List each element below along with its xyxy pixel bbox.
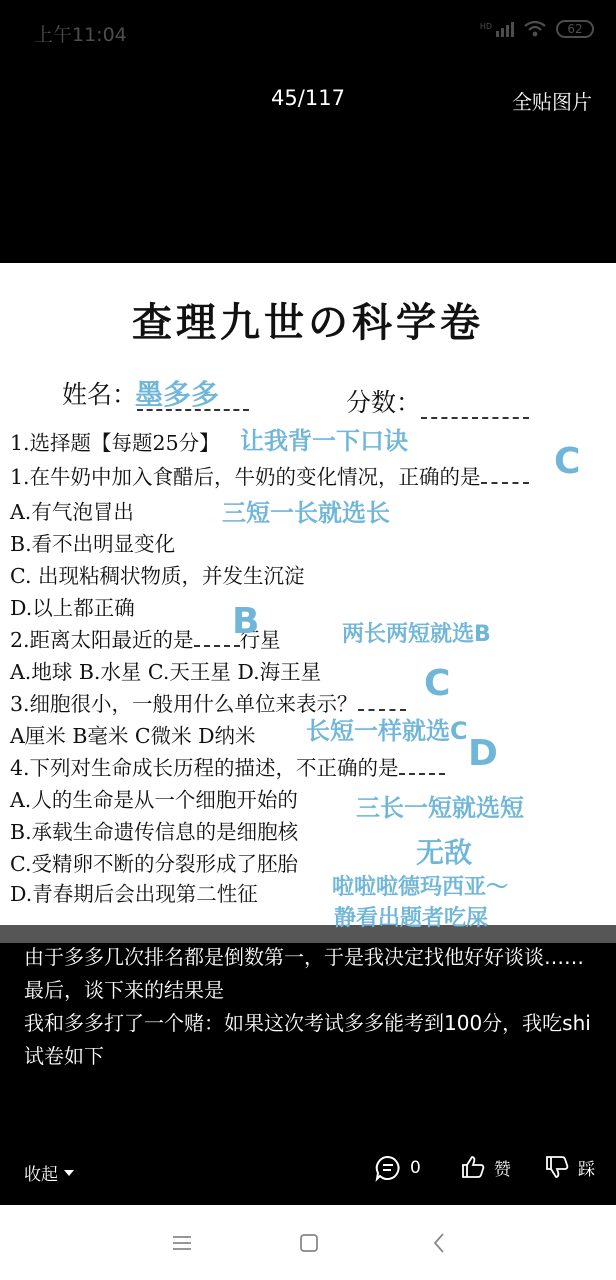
view-all-images-button[interactable]: 全贴图片 bbox=[512, 90, 592, 114]
question-2-suffix: 行星 bbox=[239, 628, 281, 652]
status-time: 上午11:04 bbox=[34, 24, 127, 46]
caption-line: 我和多多打了一个赌：如果这次考试多多能考到100分，我吃shi bbox=[24, 1011, 591, 1035]
viewer-top-bar bbox=[0, 64, 616, 134]
like-button[interactable] bbox=[460, 1154, 511, 1180]
question-3-options: A厘米 B毫米 C微米 D纳米 bbox=[10, 724, 256, 748]
page-counter: 45/117 bbox=[271, 86, 345, 110]
post-caption[interactable] bbox=[24, 941, 594, 1121]
question-4-option-d: D.青春期后会出现第二性征 bbox=[10, 882, 258, 906]
section-header: 1.选择题【每题25分】 bbox=[10, 431, 220, 455]
comment-count: 0 bbox=[410, 1158, 421, 1178]
note-equal-length: 长短一样就选C bbox=[306, 717, 468, 745]
status-icons bbox=[480, 20, 594, 38]
question-2-text: 2.距离太阳最近的是 bbox=[10, 628, 194, 652]
dislike-label: 踩 bbox=[578, 1159, 595, 1180]
collapse-button[interactable] bbox=[24, 1160, 74, 1185]
question-4 bbox=[10, 751, 445, 781]
question-4-option-a: A.人的生命是从一个细胞开始的 bbox=[10, 788, 298, 812]
note-three-short: 三短一长就选长 bbox=[222, 499, 390, 527]
caret-down-icon bbox=[64, 1169, 74, 1177]
name-field bbox=[62, 375, 249, 411]
caption-line: 最后，谈下来的结果是 bbox=[24, 978, 224, 1002]
back-chevron-icon bbox=[432, 1232, 446, 1254]
question-4-text: 4.下列对生命成长历程的描述，不正确的是 bbox=[10, 756, 399, 780]
home-button[interactable] bbox=[293, 1227, 325, 1259]
comment-button[interactable] bbox=[374, 1154, 421, 1182]
score-field bbox=[346, 383, 529, 419]
question-1-option-b: B.看不出明显变化 bbox=[10, 532, 176, 556]
home-square-icon bbox=[299, 1233, 319, 1253]
signal-icon bbox=[480, 22, 514, 37]
name-value: 墨多多 bbox=[135, 378, 220, 411]
system-nav-bar bbox=[0, 1205, 616, 1280]
note-watch-examiner: 静看出题者吃屎 bbox=[334, 906, 489, 931]
like-label: 赞 bbox=[494, 1159, 511, 1180]
exam-paper-image[interactable] bbox=[0, 263, 616, 925]
battery-icon: 62 bbox=[556, 20, 594, 38]
question-4-option-c: C.受精卵不断的分裂形成了胚胎 bbox=[10, 852, 298, 876]
status-bar bbox=[0, 0, 616, 64]
note-recite: 让我背一下口诀 bbox=[240, 427, 408, 455]
question-2-options: A.地球 B.水星 C.天王星 D.海王星 bbox=[10, 660, 322, 684]
note-demacia: 啦啦啦德玛西亚～ bbox=[332, 875, 509, 900]
name-label: 姓名： bbox=[62, 380, 138, 409]
question-3-answer: C bbox=[424, 663, 451, 704]
score-label: 分数： bbox=[346, 388, 422, 417]
question-1-answer: C bbox=[554, 441, 581, 482]
question-4-answer: D bbox=[468, 733, 498, 774]
caption-line: 由于多多几次排名都是倒数第一，于是我决定找他好好谈谈…… bbox=[24, 945, 584, 969]
paper-title: 查理九世の科学卷 bbox=[132, 299, 484, 346]
note-two-long: 两长两短就选B bbox=[342, 622, 491, 647]
comment-icon bbox=[374, 1154, 402, 1182]
thumbs-up-icon bbox=[460, 1154, 486, 1180]
back-button[interactable] bbox=[423, 1227, 455, 1259]
note-invincible: 无敌 bbox=[416, 836, 473, 869]
question-1 bbox=[10, 460, 529, 490]
action-bar bbox=[0, 1150, 616, 1194]
question-1-option-c: C. 出现粘稠状物质，并发生沉淀 bbox=[10, 564, 305, 588]
thumbs-down-icon bbox=[544, 1154, 570, 1180]
note-three-long: 三长一短就选短 bbox=[356, 794, 524, 822]
question-1-option-a: A.有气泡冒出 bbox=[10, 500, 134, 524]
question-1-option-d: D.以上都正确 bbox=[10, 596, 135, 620]
question-2-answer: B bbox=[232, 601, 260, 642]
menu-button[interactable] bbox=[166, 1227, 198, 1259]
question-4-option-b: B.承载生命遗传信息的是细胞核 bbox=[10, 820, 299, 844]
question-3-text: 3.细胞很小，一般用什么单位来表示？ bbox=[10, 692, 358, 716]
collapse-label: 收起 bbox=[24, 1165, 58, 1185]
network-label: HD bbox=[479, 21, 492, 31]
caption-line: 试卷如下 bbox=[24, 1044, 104, 1068]
menu-icon bbox=[172, 1234, 192, 1252]
dislike-button[interactable] bbox=[544, 1154, 595, 1180]
question-1-text: 1.在牛奶中加入食醋后，牛奶的变化情况，正确的是 bbox=[10, 465, 481, 489]
wifi-icon bbox=[524, 20, 546, 38]
